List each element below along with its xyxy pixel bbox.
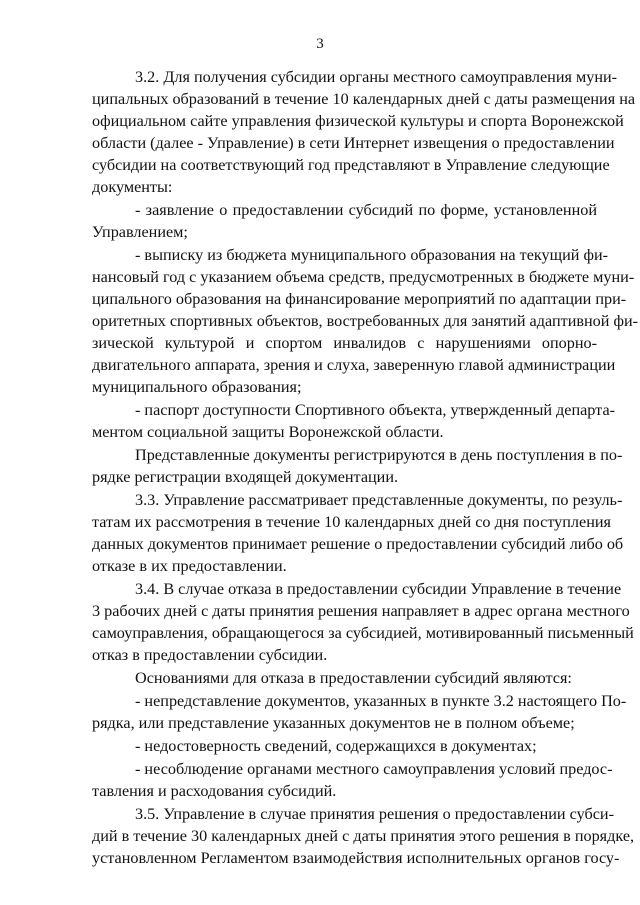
- text-line: Управлением;: [92, 223, 188, 241]
- text-line: - несоблюдение органами местного самоуправления условий предос-: [135, 760, 613, 778]
- text-line: 3.2. Для получения субсидии органы местного самоуправления муни-: [135, 68, 618, 86]
- text-line: Основаниями для отказа в предоставлении субсидий являются:: [135, 669, 572, 687]
- text-line: татам их рассмотрения в течение 10 календарных дней со дня поступления: [92, 513, 611, 531]
- page-number: 3: [316, 36, 324, 52]
- text-line: - непредставление документов, указанных в пункте 3.2 настоящего По-: [135, 692, 627, 710]
- text-line: - заявление о предоставлении субсидий по форме, установленной: [135, 201, 597, 219]
- text-line: - выписку из бюджета муниципального образования на текущий фи-: [135, 246, 609, 264]
- text-line: - недостоверность сведений, содержащихся в документах;: [135, 737, 537, 755]
- text-line: муниципального образования;: [92, 378, 302, 396]
- text-line: 3.3. Управление рассматривает представленные документы, по резуль-: [135, 491, 623, 509]
- text-line: - паспорт доступности Спортивного объекта, утвержденный департа-: [135, 401, 616, 419]
- text-line: Представленные документы регистрируются в день поступления в по-: [135, 446, 623, 464]
- text-line: самоуправления, обращающегося за субсидией, мотивированный письменный: [92, 624, 634, 642]
- text-line: отказ в предоставлении субсидии.: [92, 646, 328, 664]
- text-line: официальном сайте управления физической культуры и спорта Воронежской: [92, 112, 624, 130]
- text-line: данных документов принимает решение о предоставлении субсидий либо об: [92, 535, 624, 553]
- text-line: 3 рабочих дней с даты принятия решения направляет в адрес органа местного: [92, 602, 630, 620]
- text-line: документы:: [92, 178, 173, 196]
- text-line: области (далее - Управление) в сети Интернет извещения о предоставлении: [92, 134, 615, 152]
- text-line: ципальных образований в течение 10 календарных дней с даты размещения на: [92, 90, 636, 108]
- text-line: ментом социальной защиты Воронежской области.: [92, 423, 444, 441]
- text-line: зической культурой и спортом инвалидов с нарушениями опорно-: [92, 334, 597, 352]
- text-line: установленном Регламентом взаимодействия исполнительных органов госу-: [92, 849, 620, 867]
- text-line: рядка, или представление указанных документов не в полном объеме;: [92, 714, 575, 732]
- text-line: двигательного аппарата, зрения и слуха, заверенную главой администрации: [92, 356, 616, 374]
- text-line: ципального образования на финансирование мероприятий по адаптации при-: [92, 290, 627, 308]
- text-line: 3.4. В случае отказа в предоставлении субсидии Управление в течение: [135, 580, 622, 598]
- text-line: рядке регистрации входящей документации.: [92, 468, 399, 486]
- text-line: оритетных спортивных объектов, востребованных для занятий адаптивной фи-: [92, 312, 639, 330]
- text-line: отказе в их предоставлении.: [92, 557, 287, 575]
- text-line: тавления и расходования субсидий.: [92, 782, 337, 800]
- text-line: дий в течение 30 календарных дней с даты принятия этого решения в порядке,: [92, 827, 635, 845]
- text-line: субсидии на соответствующий год представляют в Управление следующие: [92, 156, 610, 174]
- text-line: нансовый год с указанием объема средств, предусмотренных в бюджете муни-: [92, 268, 635, 286]
- text-line: 3.5. Управление в случае принятия решения о предоставлении субси-: [135, 805, 614, 823]
